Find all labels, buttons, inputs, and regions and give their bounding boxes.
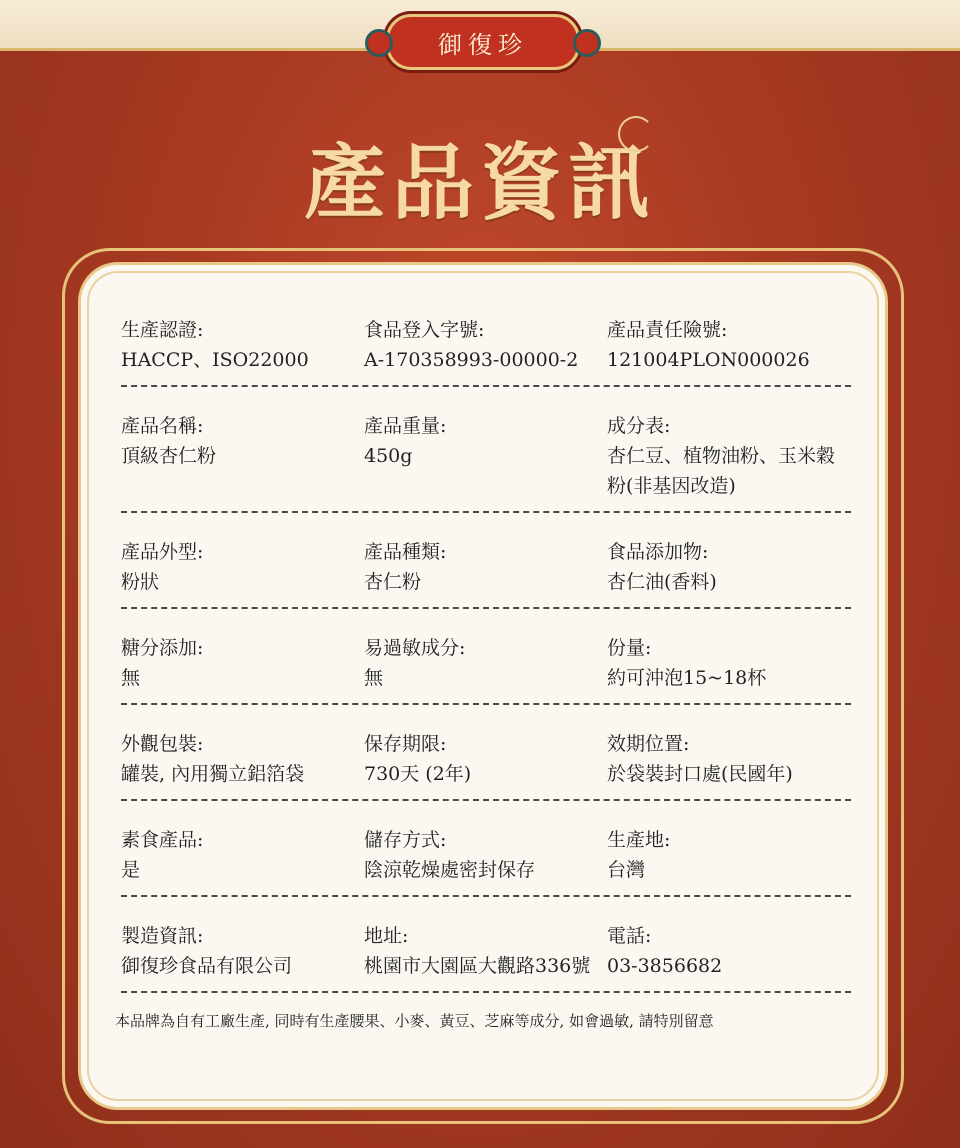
info-row xyxy=(121,315,851,387)
info-value: 台灣 xyxy=(607,859,646,881)
info-label: 地址: xyxy=(364,925,409,947)
info-label: 電話: xyxy=(607,925,652,947)
info-value: 03-3856682 xyxy=(607,955,723,977)
info-label: 生產地: xyxy=(607,829,671,851)
info-label: 產品種類: xyxy=(364,541,447,563)
info-cell xyxy=(121,921,364,981)
info-cell xyxy=(121,537,364,597)
info-cell xyxy=(121,315,364,375)
info-row xyxy=(121,825,851,897)
info-cell xyxy=(364,921,607,981)
info-label: 易過敏成分: xyxy=(364,637,466,659)
info-value: 粉狀 xyxy=(121,571,160,593)
info-value: 450g xyxy=(364,445,413,467)
page-title: 產品資訊 xyxy=(303,135,656,231)
info-row xyxy=(121,411,851,513)
info-value: 御復珍食品有限公司 xyxy=(121,955,293,977)
allergen-note: 本品牌為自有工廠生產, 同時有生產腰果、小麥、黃豆、芝麻等成分, 如會過敏, 請特別留意 xyxy=(115,1012,714,1030)
info-cell xyxy=(364,411,607,501)
info-label: 素食產品: xyxy=(121,829,204,851)
info-cell xyxy=(364,633,607,693)
info-card xyxy=(78,262,888,1110)
info-cell xyxy=(607,315,850,375)
info-cell xyxy=(607,537,850,597)
info-value: 約可沖泡15~18杯 xyxy=(607,667,767,689)
info-value: 杏仁豆、植物油粉、玉米穀粉(非基因改造) xyxy=(607,445,836,497)
info-label: 食品登入字號: xyxy=(364,319,485,341)
info-cell xyxy=(121,633,364,693)
info-label: 成分表: xyxy=(607,415,671,437)
brand-logo xyxy=(386,14,580,70)
info-cell xyxy=(364,315,607,375)
info-label: 生產認證: xyxy=(121,319,204,341)
ornament-right-icon xyxy=(573,29,601,57)
info-value: 無 xyxy=(121,667,141,689)
info-cell xyxy=(364,729,607,789)
info-row xyxy=(121,729,851,801)
info-value: 杏仁油(香料) xyxy=(607,571,717,593)
ornament-left-icon xyxy=(365,29,393,57)
info-label: 糖分添加: xyxy=(121,637,204,659)
info-label: 產品重量: xyxy=(364,415,447,437)
info-label: 產品責任險號: xyxy=(607,319,728,341)
brand-logo-text: 御復珍 xyxy=(438,30,528,59)
info-cell xyxy=(364,537,607,597)
info-value: 730天 (2年) xyxy=(364,763,472,785)
info-label: 產品外型: xyxy=(121,541,204,563)
swirl-ornament-icon xyxy=(618,116,654,152)
info-value: 陰涼乾燥處密封保存 xyxy=(364,859,536,881)
info-cell xyxy=(121,411,364,501)
info-label: 保存期限: xyxy=(364,733,447,755)
info-cell xyxy=(607,411,850,501)
info-value: 121004PLON000026 xyxy=(607,349,810,371)
info-row xyxy=(121,921,851,993)
info-value: 桃園市大園區大觀路336號 xyxy=(364,955,591,977)
info-label: 儲存方式: xyxy=(364,829,447,851)
info-label: 份量: xyxy=(607,637,652,659)
info-cell xyxy=(607,921,850,981)
info-grid xyxy=(121,315,851,1017)
info-value: 於袋裝封口處(民國年) xyxy=(607,763,793,785)
info-label: 外觀包裝: xyxy=(121,733,204,755)
info-cell xyxy=(607,633,850,693)
info-cell xyxy=(607,825,850,885)
info-row xyxy=(121,633,851,705)
info-value: 是 xyxy=(121,859,141,881)
info-value: A-170358993-00000-2 xyxy=(364,349,579,371)
info-cell xyxy=(607,729,850,789)
info-value: 無 xyxy=(364,667,384,689)
info-cell xyxy=(121,729,364,789)
info-cell xyxy=(121,825,364,885)
info-label: 食品添加物: xyxy=(607,541,709,563)
info-value: 杏仁粉 xyxy=(364,571,422,593)
info-row xyxy=(121,537,851,609)
info-value: 罐裝, 內用獨立鋁箔袋 xyxy=(121,763,305,785)
info-value: HACCP、ISO22000 xyxy=(121,349,309,371)
info-label: 製造資訊: xyxy=(121,925,204,947)
info-label: 效期位置: xyxy=(607,733,690,755)
info-value: 頂級杏仁粉 xyxy=(121,445,217,467)
info-label: 產品名稱: xyxy=(121,415,204,437)
info-cell xyxy=(364,825,607,885)
